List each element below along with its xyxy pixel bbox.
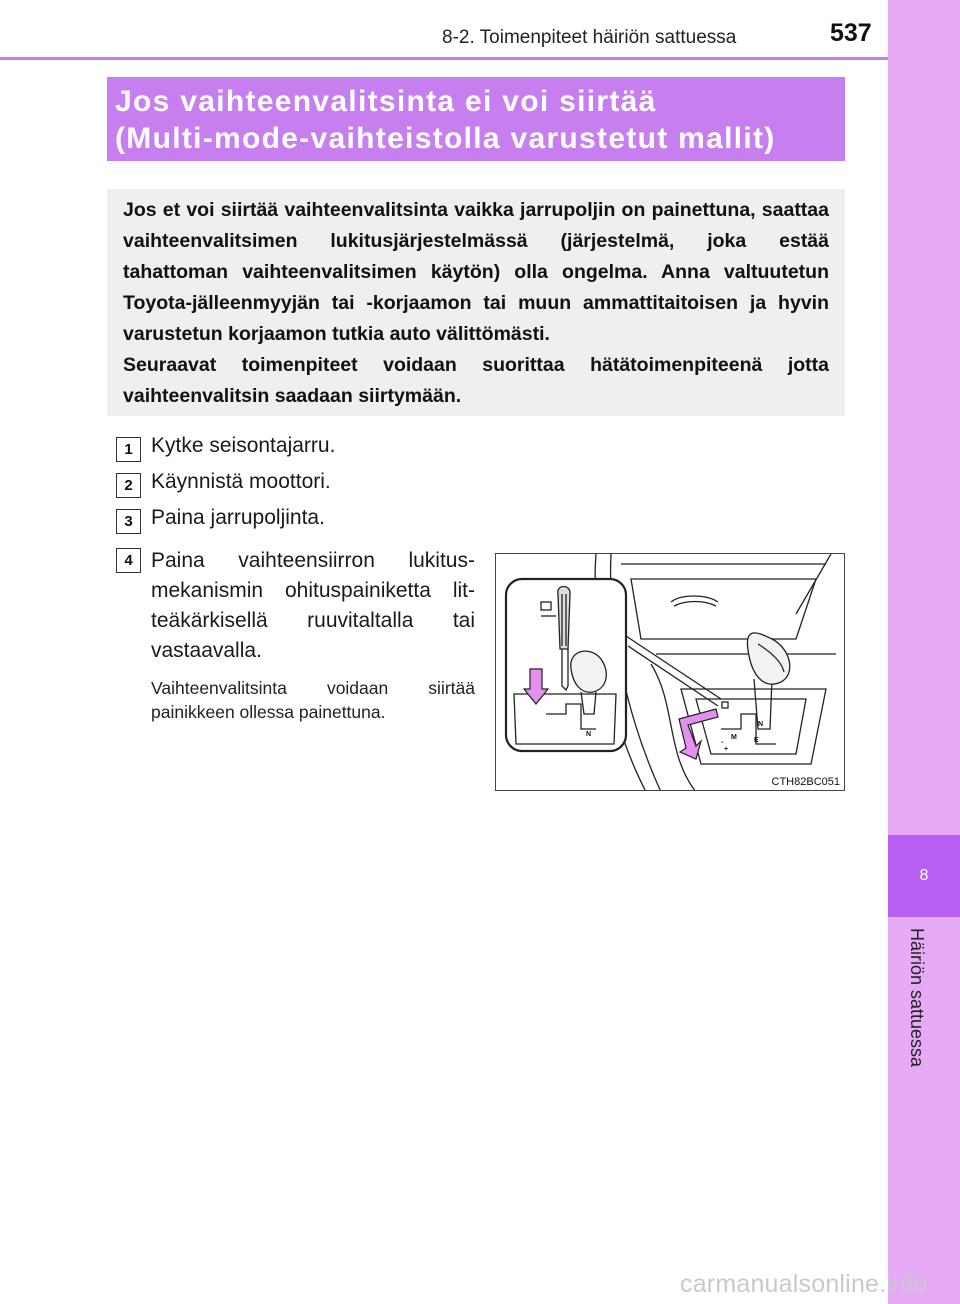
gate-label-n: N <box>758 721 764 728</box>
section-title-line-1: Jos vaihteenvalitsinta ei voi siirtää <box>115 85 657 118</box>
step-text: Paina jarrupoljinta. <box>151 506 325 529</box>
notice-paragraph-2: Seuraavat toimenpiteet voidaan suorittaa hätätoimenpiteenä jotta vaihteenvalitsin saadaan siirtymään. <box>123 354 829 407</box>
watermark: carmanualsonline.info <box>680 1270 928 1298</box>
header-section-title: 8-2. Toimenpiteet häiriön sattuessa <box>442 27 737 48</box>
figure-code: CTH82BC051 <box>771 776 840 788</box>
shift-lever-drawing <box>496 554 845 791</box>
gate-label-m: M <box>731 734 737 741</box>
section-title-line-2: (Multi-mode-vaihteistolla varustetut mallit) <box>115 122 776 155</box>
step-number-badge: 4 <box>116 548 141 573</box>
step-number-badge: 3 <box>116 509 141 534</box>
section-title-box <box>107 77 845 161</box>
step-number-badge: 1 <box>116 437 141 462</box>
notice-paragraph-1: Jos et voi siirtää vaihteenvalitsinta vaikka jarrupoljin on painettuna, saattaa vaihteenvalitsimen lukitusjärjestelmässä (järjestelmä, joka estää tahattoman vaihteenvalitsimen käytön) olla ongelma. Anna valtuutetun Toyota-jälleenmyyjän tai -korjaamon tai muun ammattitaitoisen ja hyvin varustetun korjaamon tutkia auto välittömästi. <box>123 199 829 345</box>
step-number-badge: 2 <box>116 473 141 498</box>
step-4-note: Vaihteenvalitsinta voidaan siirtää painikkeen ollessa painettuna. <box>151 678 475 722</box>
step-text: Käynnistä moottori. <box>151 470 331 493</box>
header-divider <box>0 57 888 60</box>
notice-box <box>107 189 845 416</box>
gate-label-minus: - <box>721 739 724 746</box>
gate-label-plus: + <box>724 746 729 753</box>
step-4-text: Paina vaihteensiirron lukitusmekanismin ohituspainiketta litteäkärkisellä ruuvitaltalla tai vastaavalla. <box>151 549 475 662</box>
page-number: 537 <box>830 19 872 47</box>
chapter-side-tab <box>888 0 960 1304</box>
chapter-number-tab: 8 <box>888 835 960 917</box>
gate-label-e: E <box>754 737 759 744</box>
chapter-title-vertical: Häiriön sattuessa <box>907 928 927 1068</box>
step-text: Kytke seisontajarru. <box>151 434 336 457</box>
shift-direction-arrow <box>679 709 718 759</box>
inset-gate-label-n: N <box>586 731 592 738</box>
shift-lock-override-illustration <box>495 553 845 791</box>
